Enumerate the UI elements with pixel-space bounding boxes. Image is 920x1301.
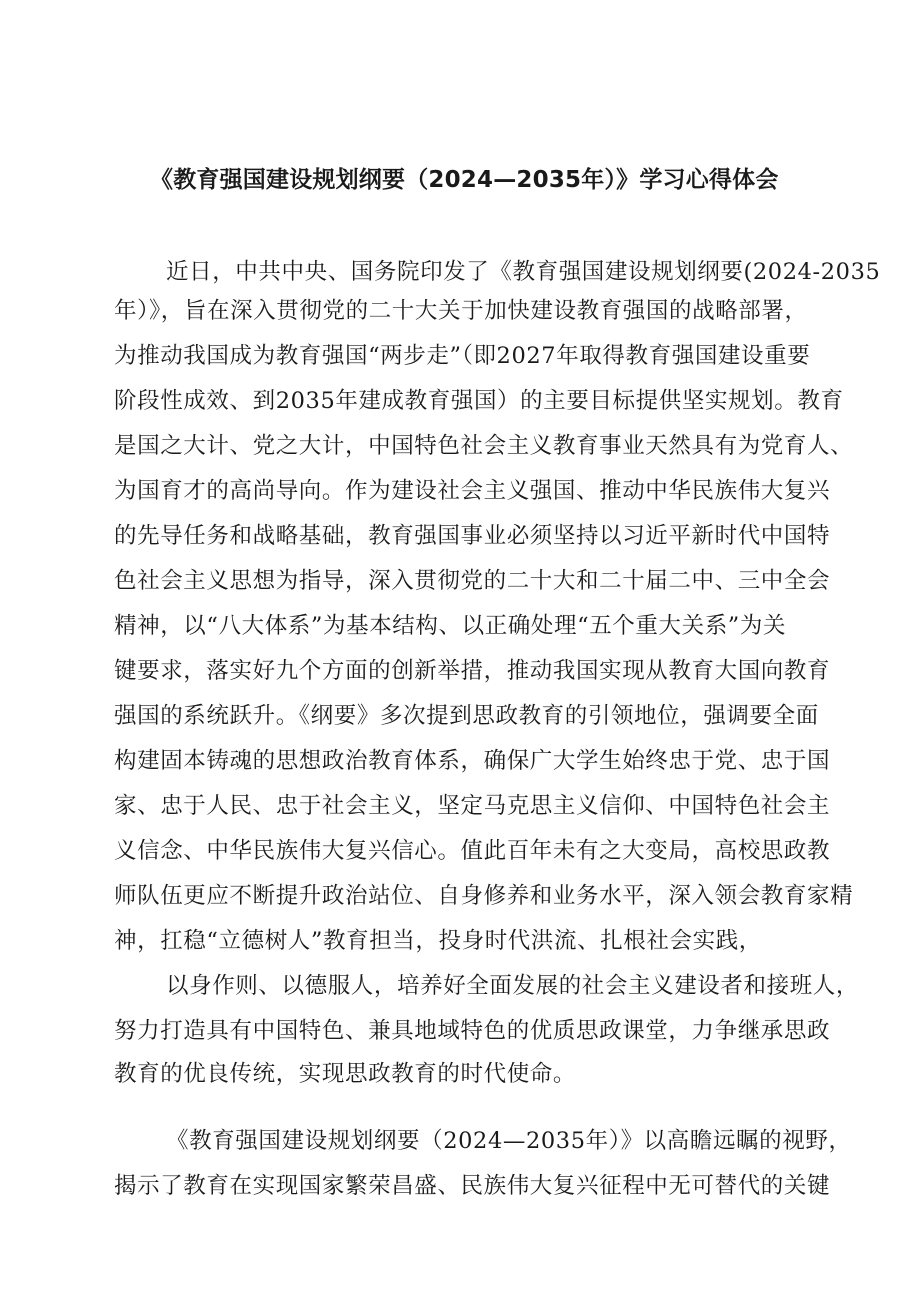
paragraph-line: 为推动我国成为教育强国“两步走”（即2027年取得教育强国建设重要 bbox=[114, 343, 811, 369]
document-title: 《教育强国建设规划纲要（2024—2035年）》学习心得体会 bbox=[150, 167, 779, 193]
paragraph-line: 键要求，落实好九个方面的创新举措，推动我国实现从教育大国向教育 bbox=[114, 658, 831, 684]
paragraph-line: 揭示了教育在实现国家繁荣昌盛、民族伟大复兴征程中无可替代的关键 bbox=[114, 1173, 831, 1199]
paragraph-line: 教育的优良传统，实现思政教育的时代使命。 bbox=[114, 1061, 577, 1087]
paragraph-line: 师队伍更应不断提升政治站位、自身修养和业务水平，深入领会教育家精 bbox=[114, 883, 854, 909]
paragraph-line: 阶段性成效、到2035年建成教育强国）的主要目标提供坚实规划。教育 bbox=[114, 388, 844, 414]
paragraph-line: 近日，中共中央、国务院印发了《教育强国建设规划纲要(2024-2035 bbox=[166, 259, 881, 285]
paragraph-line: 的先导任务和战略基础，教育强国事业必须坚持以习近平新时代中国特 bbox=[114, 523, 831, 549]
paragraph-line: 精神，以“八大体系”为基本结构、以正确处理“五个重大关系”为关 bbox=[114, 613, 787, 639]
paragraph-line: 家、忠于人民、忠于社会主义，坚定马克思主义信仰、中国特色社会主 bbox=[114, 793, 831, 819]
paragraph-line: 义信念、中华民族伟大复兴信心。值此百年未有之大变局，高校思政教 bbox=[114, 838, 831, 864]
paragraph-line: 是国之大计、党之大计，中国特色社会主义教育事业天然具有为党育人、 bbox=[114, 433, 854, 459]
paragraph-line: 为国育才的高尚导向。作为建设社会主义强国、推动中华民族伟大复兴 bbox=[114, 478, 831, 504]
paragraph-line: 强国的系统跃升。《纲要》多次提到思政教育的引领地位，强调要全面 bbox=[114, 703, 819, 729]
paragraph-line: 努力打造具有中国特色、兼具地域特色的优质思政课堂，力争继承思政 bbox=[114, 1018, 831, 1044]
paragraph-line: 神，扛稳“立德树人”教育担当，投身时代洪流、扎根社会实践， bbox=[114, 928, 762, 954]
paragraph-line: 《教育强国建设规划纲要（2024—2035年）》以高瞻远瞩的视野， bbox=[166, 1128, 852, 1154]
paragraph-line: 年）》，旨在深入贯彻党的二十大关于加快建设教育强国的战略部署， bbox=[114, 298, 808, 324]
paragraph-line: 以身作则、以德服人，培养好全面发展的社会主义建设者和接班人， bbox=[166, 973, 860, 999]
paragraph-line: 构建固本铸魂的思想政治教育体系，确保广大学生始终忠于党、忠于国 bbox=[114, 748, 831, 774]
paragraph-line: 色社会主义思想为指导，深入贯彻党的二十大和二十届二中、三中全会 bbox=[114, 568, 831, 594]
